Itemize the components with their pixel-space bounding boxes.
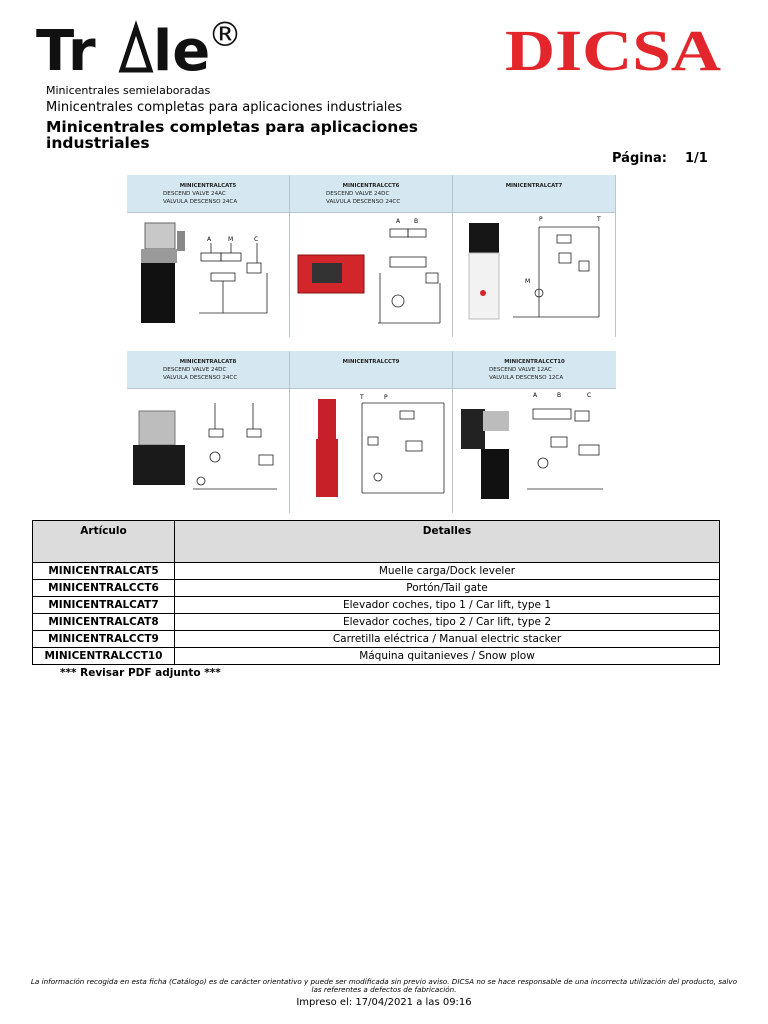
table-row — [33, 597, 720, 614]
table-row — [33, 648, 720, 665]
panel-line1: DESCEND VALVE 24DC — [326, 191, 390, 197]
page-number: 1/1 — [684, 151, 708, 166]
panel-line2: VALVULA DESCENSO 12CA — [489, 375, 564, 381]
table-row — [33, 631, 720, 648]
catalog-panel — [453, 175, 616, 337]
catalog-panel — [127, 175, 290, 337]
panel-line2: VALVULA DESCENSO 24CC — [163, 375, 238, 381]
svg-text:Tr: Tr — [36, 19, 96, 76]
panel-code: MINICENTRALCCT10 — [504, 359, 565, 365]
article-cell: MINICENTRALCAT5 — [33, 563, 175, 580]
details-cell: Carretilla eléctrica / Manual electric stacker — [175, 631, 720, 648]
svg-text:C: C — [254, 236, 259, 243]
panel-code: MINICENTRALCAT7 — [505, 183, 563, 189]
articles-table — [32, 520, 720, 665]
panel-line1: DESCEND VALVE 12AC — [489, 367, 552, 373]
panel-code: MINICENTRALCCT9 — [342, 359, 400, 365]
details-cell: Elevador coches, tipo 2 / Car lift, type 2 — [175, 614, 720, 631]
power-unit-photo-schematic — [290, 213, 452, 335]
power-unit-photo-schematic — [127, 389, 289, 511]
svg-text:P: P — [539, 216, 543, 223]
trale-logo — [36, 12, 246, 76]
page-label: Página: — [612, 151, 667, 166]
article-cell: MINICENTRALCCT9 — [33, 631, 175, 648]
table-header-row — [33, 521, 720, 563]
catalog-panel — [290, 351, 453, 513]
article-cell: MINICENTRALCCT10 — [33, 648, 175, 665]
breadcrumb-category: Minicentrales semielaboradas — [46, 84, 211, 97]
column-header-article: Artículo — [33, 521, 175, 563]
table-row — [33, 580, 720, 597]
svg-text:M: M — [525, 278, 531, 285]
column-header-details: Detalles — [175, 521, 720, 563]
details-cell: Máquina quitanieves / Snow plow — [175, 648, 720, 665]
svg-text:B: B — [414, 218, 419, 225]
catalog-panel — [290, 175, 453, 337]
panel-code: MINICENTRALCAT8 — [179, 359, 237, 365]
power-unit-photo-schematic — [453, 213, 616, 335]
article-cell: MINICENTRALCCT6 — [33, 580, 175, 597]
attached-pdf-note: *** Revisar PDF adjunto *** — [60, 667, 221, 679]
panel-line1: DESCEND VALVE 24AC — [163, 191, 226, 197]
page-title: Minicentrales completas para aplicaciones industriales — [46, 118, 418, 152]
details-cell: Muelle carga/Dock leveler — [175, 563, 720, 580]
catalog-image — [127, 175, 618, 513]
svg-text:P: P — [384, 394, 388, 401]
details-cell: Elevador coches, tipo 1 / Car lift, type 1 — [175, 597, 720, 614]
panel-line1: DESCEND VALVE 24DC — [163, 367, 227, 373]
svg-text:M: M — [228, 236, 234, 243]
svg-text:A: A — [533, 392, 538, 399]
breadcrumb-subcategory: Minicentrales completas para aplicaciones industriales — [46, 100, 403, 115]
dicsa-logo — [505, 20, 723, 76]
catalog-panel — [453, 351, 616, 513]
svg-text:®: ® — [208, 15, 242, 55]
details-cell: Portón/Tail gate — [175, 580, 720, 597]
table-row — [33, 614, 720, 631]
svg-text:T: T — [597, 216, 601, 223]
power-unit-photo-schematic — [127, 213, 289, 335]
panel-line2: VALVULA DESCENSO 24CC — [326, 199, 401, 205]
panel-code: MINICENTRALCCT6 — [342, 183, 400, 189]
article-cell: MINICENTRALCAT8 — [33, 614, 175, 631]
power-unit-photo-schematic — [290, 389, 452, 511]
svg-text:T: T — [360, 394, 364, 401]
svg-text:le: le — [153, 19, 211, 76]
panel-line2: VALVULA DESCENSO 24CA — [163, 199, 238, 205]
page-indicator — [612, 151, 708, 166]
print-timestamp: Impreso el: 17/04/2021 a las 09:16 — [296, 997, 472, 1008]
svg-text:A: A — [396, 218, 401, 225]
svg-text:A: A — [207, 236, 212, 243]
svg-text:C: C — [587, 392, 592, 399]
table-row — [33, 563, 720, 580]
catalog-panel — [127, 351, 290, 513]
svg-text:B: B — [557, 392, 562, 399]
power-unit-photo-schematic — [453, 389, 616, 511]
panel-code: MINICENTRALCAT5 — [179, 183, 237, 189]
svg-text:DICSA: DICSA — [505, 20, 722, 76]
article-cell: MINICENTRALCAT7 — [33, 597, 175, 614]
footer-disclaimer: La información recogida en esta ficha (Catálogo) es de carácter orientativo y puede ser modificada sin previo aviso. DICSA no se hace responsable de una incorrecta utilización del producto, salvo las referentes a defectos de fabricación. — [30, 977, 738, 994]
